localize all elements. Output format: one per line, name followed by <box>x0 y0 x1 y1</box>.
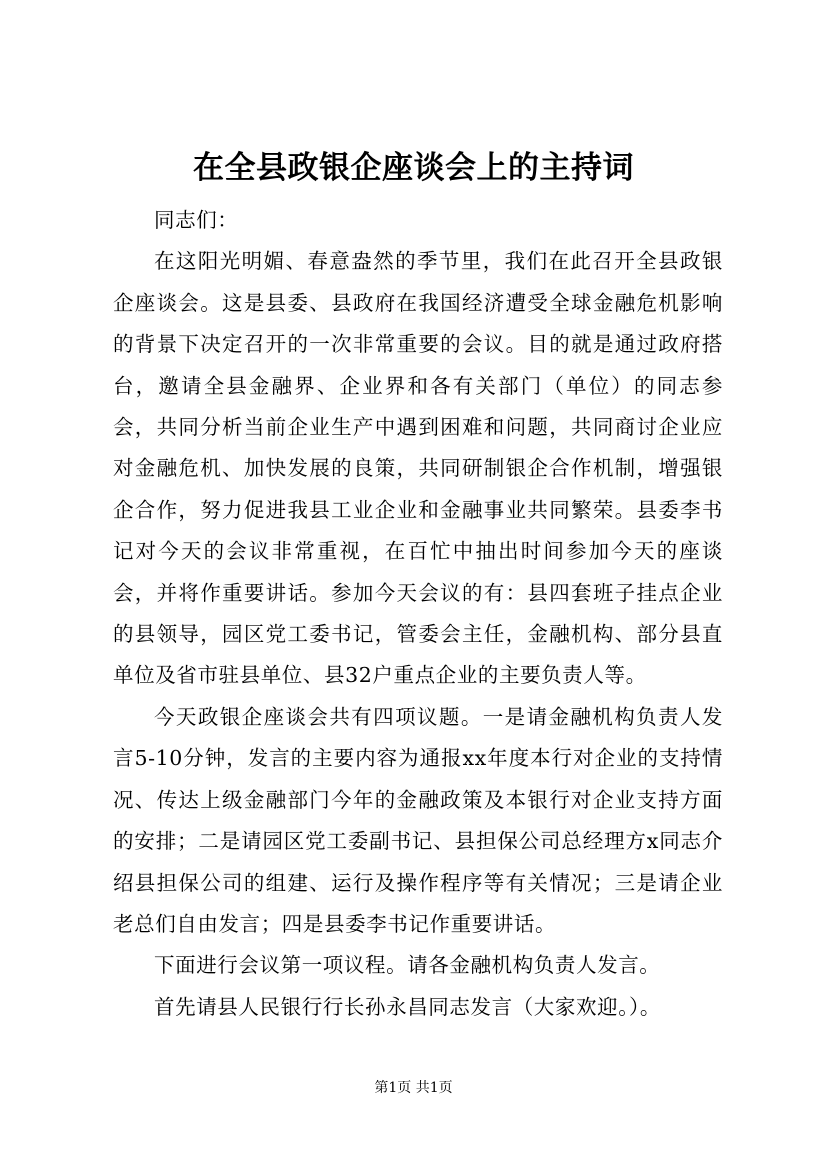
page-footer: 第1页 共1页 <box>374 1080 453 1096</box>
first-item-paragraph: 下面进行会议第一项议程。请各金融机构负责人发言。 <box>154 953 661 978</box>
opening-paragraph: 在这阳光明媚、春意盎然的季节里，我们在此召开全县政银企座谈会。这是县委、县政府在我国经济遭受全球金融危机影响的背景下决定召开的一次非常重要的会议。目的就是通过政府搭台，邀请全县金融界、企业界和各有关部门（单位）的同志参会，共同分析当前企业生产中遇到困难和问题，共同商讨企业应对金融危机、加快发展的良策，共同研制银企合作机制，增强银企合作，努力促进我县工业企业和金融事业共同繁荣。县委李书记对今天的会议非常重视，在百忙中抽出时间参加今天的座谈会，并将作重要讲话。参加今天会议的有：县四套班子挂点企业的县领导，园区党工委书记，管委会主任，金融机构、部分县直单位及省市驻县单位、县32户重点企业的主要负责人等。 <box>113 249 723 688</box>
agenda-paragraph: 今天政银企座谈会共有四项议题。一是请金融机构负责人发言5-10分钟，发言的主要内容为通报xx年度本行对企业的支持情况、传达上级金融部门今年的金融政策及本银行对企业支持方面的安排；二是请园区党工委副书记、县担保公司总经理方x同志介绍县担保公司的组建、运行及操作程序等有关情况；三是请企业老总们自由发言；四是县委李书记作重要讲话。 <box>113 704 723 936</box>
document-title: 在全县政银企座谈会上的主持词 <box>193 150 634 186</box>
first-speaker-paragraph: 首先请县人民银行行长孙永昌同志发言（大家欢迎。）。 <box>154 994 661 1019</box>
salutation-paragraph: 同志们： <box>154 208 239 232</box>
document-body <box>113 200 723 1028</box>
